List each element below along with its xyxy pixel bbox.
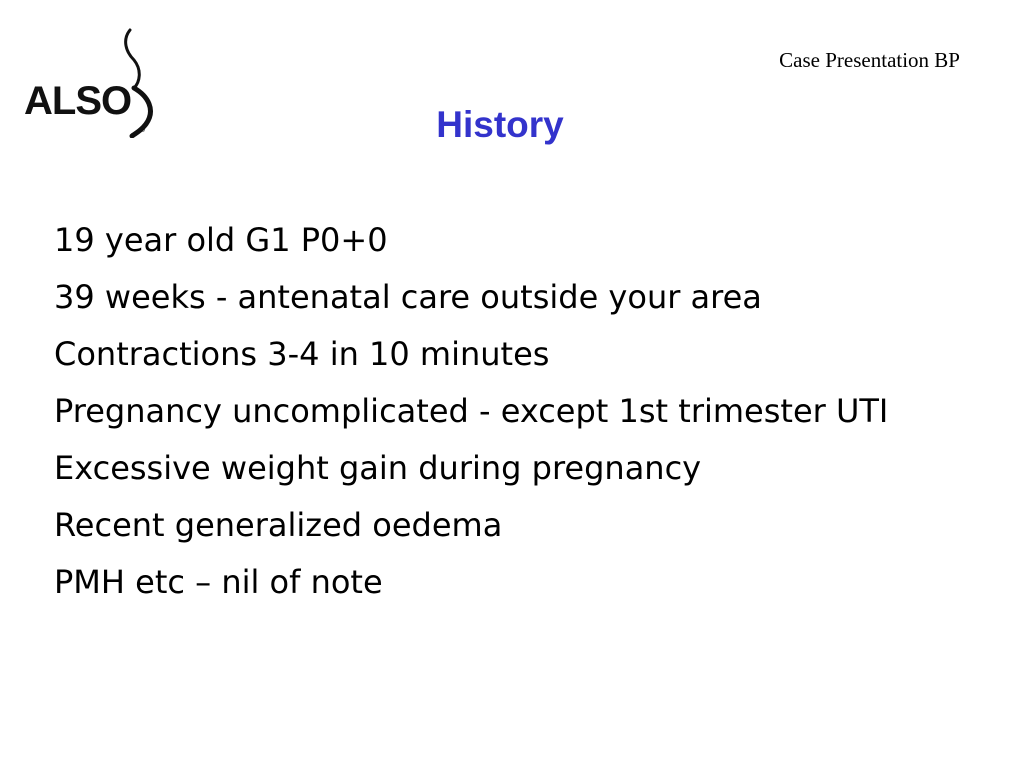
list-item: Excessive weight gain during pregnancy (54, 449, 702, 487)
svg-text:ALSO: ALSO (24, 79, 132, 123)
list-item: 39 weeks - antenatal care outside your area (54, 278, 762, 316)
case-presentation-label: Case Presentation BP (779, 48, 960, 72)
list-item: Recent generalized oedema (54, 506, 503, 544)
slide-title: History (436, 104, 564, 145)
list-item: 19 year old G1 P0+0 (54, 221, 388, 259)
list-item: Contractions 3-4 in 10 minutes (54, 335, 550, 373)
history-list (54, 212, 888, 611)
list-item: PMH etc – nil of note (54, 563, 383, 601)
list-item: Pregnancy uncomplicated - except 1st trimester UTI (54, 392, 889, 430)
svg-text:®: ® (140, 127, 146, 134)
